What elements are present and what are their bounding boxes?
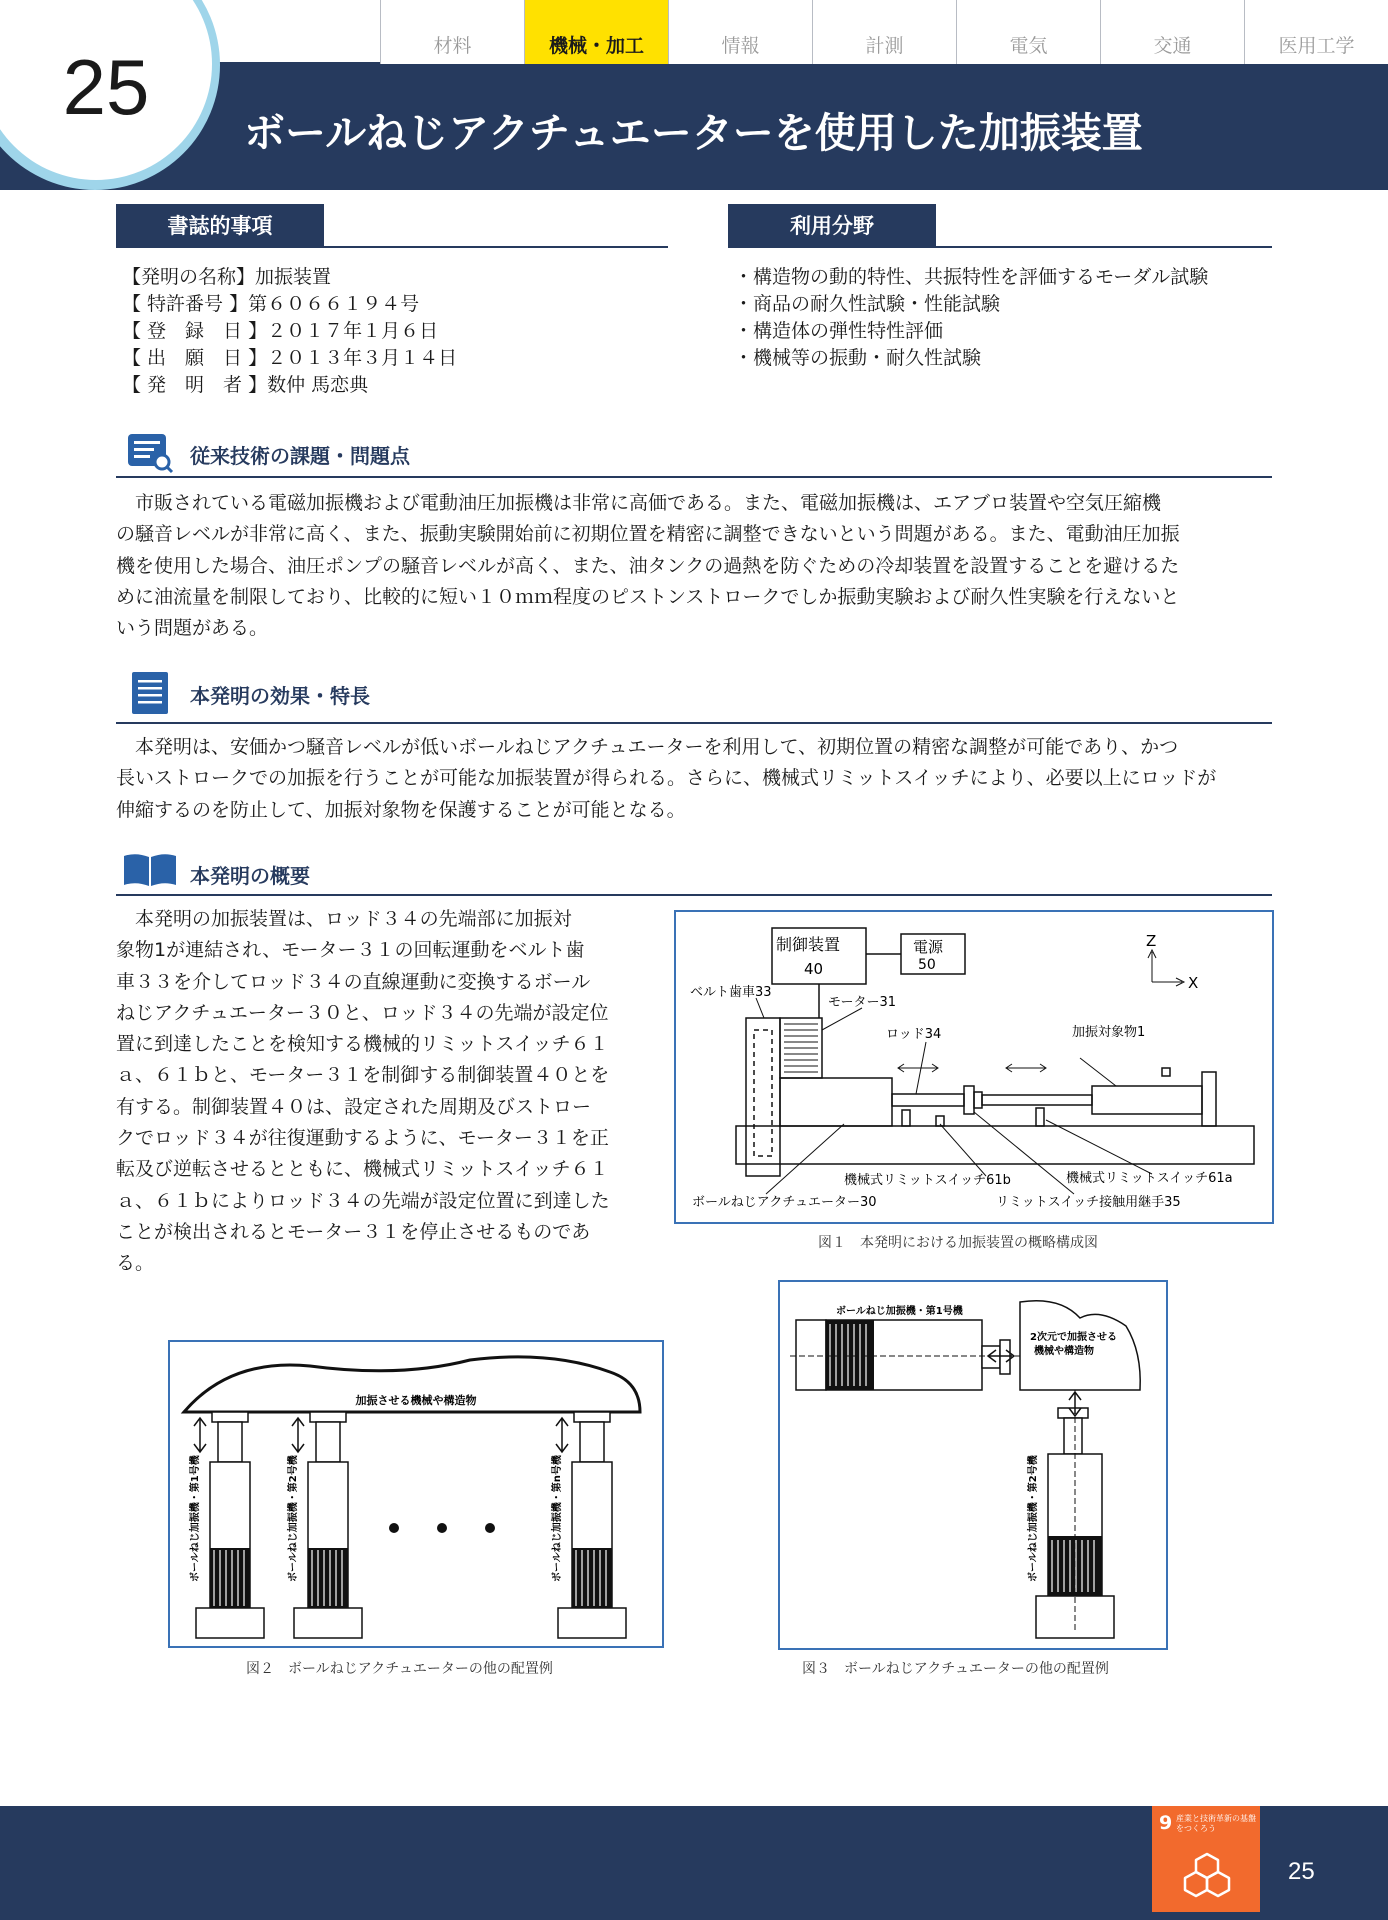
- figure-2-diagram: [170, 1342, 662, 1646]
- effect-rule: [116, 722, 1272, 724]
- figure-1-caption: 図１ 本発明における加振装置の概略構成図: [818, 1235, 1098, 1251]
- target-block: [1092, 1086, 1202, 1114]
- sdg-number: 9: [1159, 1812, 1173, 1834]
- cubes-icon: [1180, 1850, 1234, 1902]
- fig1-belt-label: ベルト歯車33: [690, 985, 772, 1000]
- usage-item: ・商品の耐久性試験・性能試験: [734, 293, 1001, 315]
- overview-heading: 本発明の概要: [190, 864, 310, 888]
- actuator-body: [780, 1078, 892, 1126]
- figure-3-box: [778, 1280, 1168, 1650]
- tab-electrical[interactable]: 電気: [956, 0, 1100, 64]
- biblio-line: 【 発 明 者 】数仲 馬恋典: [122, 374, 369, 396]
- page-title: ボールねじアクチュエーターを使用した加振装置: [244, 109, 1143, 157]
- fig1-joint-label: リミットスイッチ接触用継手35: [996, 1195, 1181, 1210]
- document-search-icon: [126, 432, 174, 474]
- tab-mechanical[interactable]: 機械・加工: [524, 0, 668, 64]
- problem-heading: 従来技術の課題・問題点: [190, 444, 410, 468]
- sdg-text: 産業と技術革新の基盤をつくろう: [1176, 1814, 1256, 1833]
- tab-material[interactable]: 材料: [380, 0, 524, 64]
- overview-line: ことが検出されるとモーター３１を停止させるものであ: [116, 1220, 591, 1243]
- problem-paragraph: [116, 488, 1276, 644]
- effect-line: 長いストロークでの加振を行うことが可能な加振装置が得られる。さらに、機械式リミットスイッチにより、必要以上にロッドが: [116, 767, 1217, 790]
- fig1-controller-label: 制御装置: [776, 935, 841, 954]
- overview-paragraph: [116, 904, 636, 1280]
- fig3-unit1-label: ボールねじ加振機・第1号機: [836, 1306, 963, 1317]
- biblio-heading: 書誌的事項: [116, 204, 324, 246]
- overview-line: 本発明の加振装置は、ロッド３４の先端部に加振対: [116, 908, 572, 930]
- figure-1-diagram: [676, 912, 1272, 1222]
- overview-line: 転及び逆転させるとともに、機械式リミットスイッチ６１: [116, 1158, 609, 1181]
- overview-line: ねじアクチュエーター３０と、ロッド３４の先端が設定位: [116, 1001, 609, 1024]
- figure-2-caption: 図２ ボールねじアクチュエーターの他の配置例: [246, 1661, 553, 1677]
- usage-list: [734, 264, 1208, 372]
- problem-line: の騒音レベルが非常に高く、また、振動実験開始前に初期位置を精密に調整できないという問題がある。また、電動油圧加振: [116, 523, 1180, 546]
- document-icon: [130, 670, 170, 716]
- category-tabs: [380, 0, 1388, 64]
- fig2-unit1-label: ボールねじ加振機・第1号機: [190, 1455, 201, 1582]
- problem-line: 機を使用した場合、油圧ポンプの騒音レベルが高く、また、油タンクの過熱を防ぐための冷却装置を設置することを避けるた: [116, 554, 1180, 577]
- overview-line: ａ、６１ｂと、モーター３１を制御する制御装置４０とを: [116, 1064, 610, 1087]
- fig2-unit2-label: ボールねじ加振機・第2号機: [288, 1455, 299, 1582]
- fig3-structure-line2: 機械や構造物: [1034, 1346, 1094, 1357]
- problem-line: いう問題がある。: [116, 617, 269, 640]
- effect-heading: 本発明の効果・特長: [190, 684, 370, 708]
- usage-item: ・構造物の動的特性、共振特性を評価するモーダル試験: [734, 266, 1209, 288]
- tab-measurement[interactable]: 計測: [812, 0, 956, 64]
- usage-rule: [728, 246, 1272, 248]
- usage-heading: 利用分野: [728, 204, 936, 246]
- fig1-power-number: 50: [918, 957, 936, 973]
- effect-line: 本発明は、安価かつ騒音レベルが低いボールねじアクチュエーターを利用して、初期位置の精密な調整が可能であり、かつ: [116, 736, 1179, 758]
- fig1-actuator-label: ボールねじアクチュエーター30: [692, 1195, 877, 1210]
- effect-line: 伸縮するのを防止して、加振対象物を保護することが可能となる。: [116, 798, 686, 821]
- figure-2-box: [168, 1340, 664, 1648]
- page-number: 25: [1288, 1858, 1315, 1885]
- tab-information[interactable]: 情報: [668, 0, 812, 64]
- overview-rule: [116, 894, 1272, 896]
- fig2-structure-label: 加振させる機械や構造物: [355, 1394, 477, 1407]
- fig1-motor-label: モーター31: [828, 995, 897, 1010]
- overview-line: 有する。制御装置４０は、設定された周期及びストロー: [116, 1095, 592, 1118]
- fig1-switch-a-label: 機械式リミットスイッチ61a: [1066, 1171, 1233, 1186]
- rod: [892, 1094, 964, 1106]
- base-plate: [736, 1126, 1254, 1164]
- problem-line: めに油流量を制限しており、比較的に短い１０ｍｍ程度のピストンストロークでしか振動実験および耐久性実験を行えないと: [116, 585, 1180, 608]
- overview-line: る。: [116, 1252, 155, 1275]
- biblio-line: 【 出 願 日 】２０１３年３月１４日: [122, 347, 458, 369]
- article-number: 25: [62, 42, 150, 131]
- fig1-switch-b-label: 機械式リミットスイッチ61b: [844, 1173, 1011, 1188]
- problem-rule: [116, 476, 1272, 478]
- sdg-9-badge: [1152, 1806, 1260, 1912]
- fig1-rod-label: ロッド34: [886, 1027, 942, 1042]
- overview-line: 象物1が連結され、モーター３１の回転運動をベルト歯: [116, 939, 585, 962]
- figure-1-box: [674, 910, 1274, 1224]
- open-book-icon: [122, 852, 178, 888]
- figure-3-diagram: [780, 1282, 1166, 1648]
- fig3-unit2-label: ボールねじ加振機・第2号機: [1028, 1455, 1039, 1582]
- usage-item: ・機械等の振動・耐久性試験: [734, 347, 982, 369]
- fig2-unitn-label: ボールねじ加振機・第n号機: [552, 1455, 563, 1582]
- overview-line: 車３３を介してロッド３４の直線運動に変換するボール: [116, 970, 591, 993]
- belt-gear-block: [746, 1018, 780, 1176]
- overview-line: ａ、６１ｂによりロッド３４の先端が設定位置に到達した: [116, 1189, 610, 1212]
- usage-item: ・構造体の弾性特性評価: [734, 320, 944, 342]
- overview-line: 置に到達したことを検知する機械的リミットスイッチ６１: [116, 1033, 609, 1056]
- problem-line: 市販されている電磁加振機および電動油圧加振機は非常に高価である。また、電磁加振機は、エアブロ装置や空気圧縮機: [116, 492, 1162, 514]
- fig3-structure-line1: 2次元で加振させる: [1030, 1332, 1117, 1343]
- tab-medical[interactable]: 医用工学: [1244, 0, 1388, 64]
- effect-paragraph: [116, 732, 1276, 826]
- biblio-list: [122, 264, 457, 399]
- fig1-controller-number: 40: [804, 960, 824, 978]
- biblio-line: 【 登 録 日 】２０１７年１月６日: [122, 320, 439, 342]
- fig1-axis-z: Z: [1146, 932, 1157, 950]
- fig1-power-label: 電源: [913, 938, 944, 956]
- biblio-rule: [116, 246, 668, 248]
- biblio-line: 【発明の名称】加振装置: [122, 266, 332, 288]
- figure-3-caption: 図３ ボールねじアクチュエーターの他の配置例: [802, 1661, 1109, 1677]
- biblio-line: 【 特許番号 】第６０６６１９４号: [122, 293, 420, 315]
- overview-line: クでロッド３４が往復運動するように、モーター３１を正: [116, 1127, 609, 1150]
- tab-transport[interactable]: 交通: [1100, 0, 1244, 64]
- fig1-target-label: 加振対象物1: [1072, 1025, 1146, 1040]
- fig1-axis-x: X: [1188, 974, 1199, 992]
